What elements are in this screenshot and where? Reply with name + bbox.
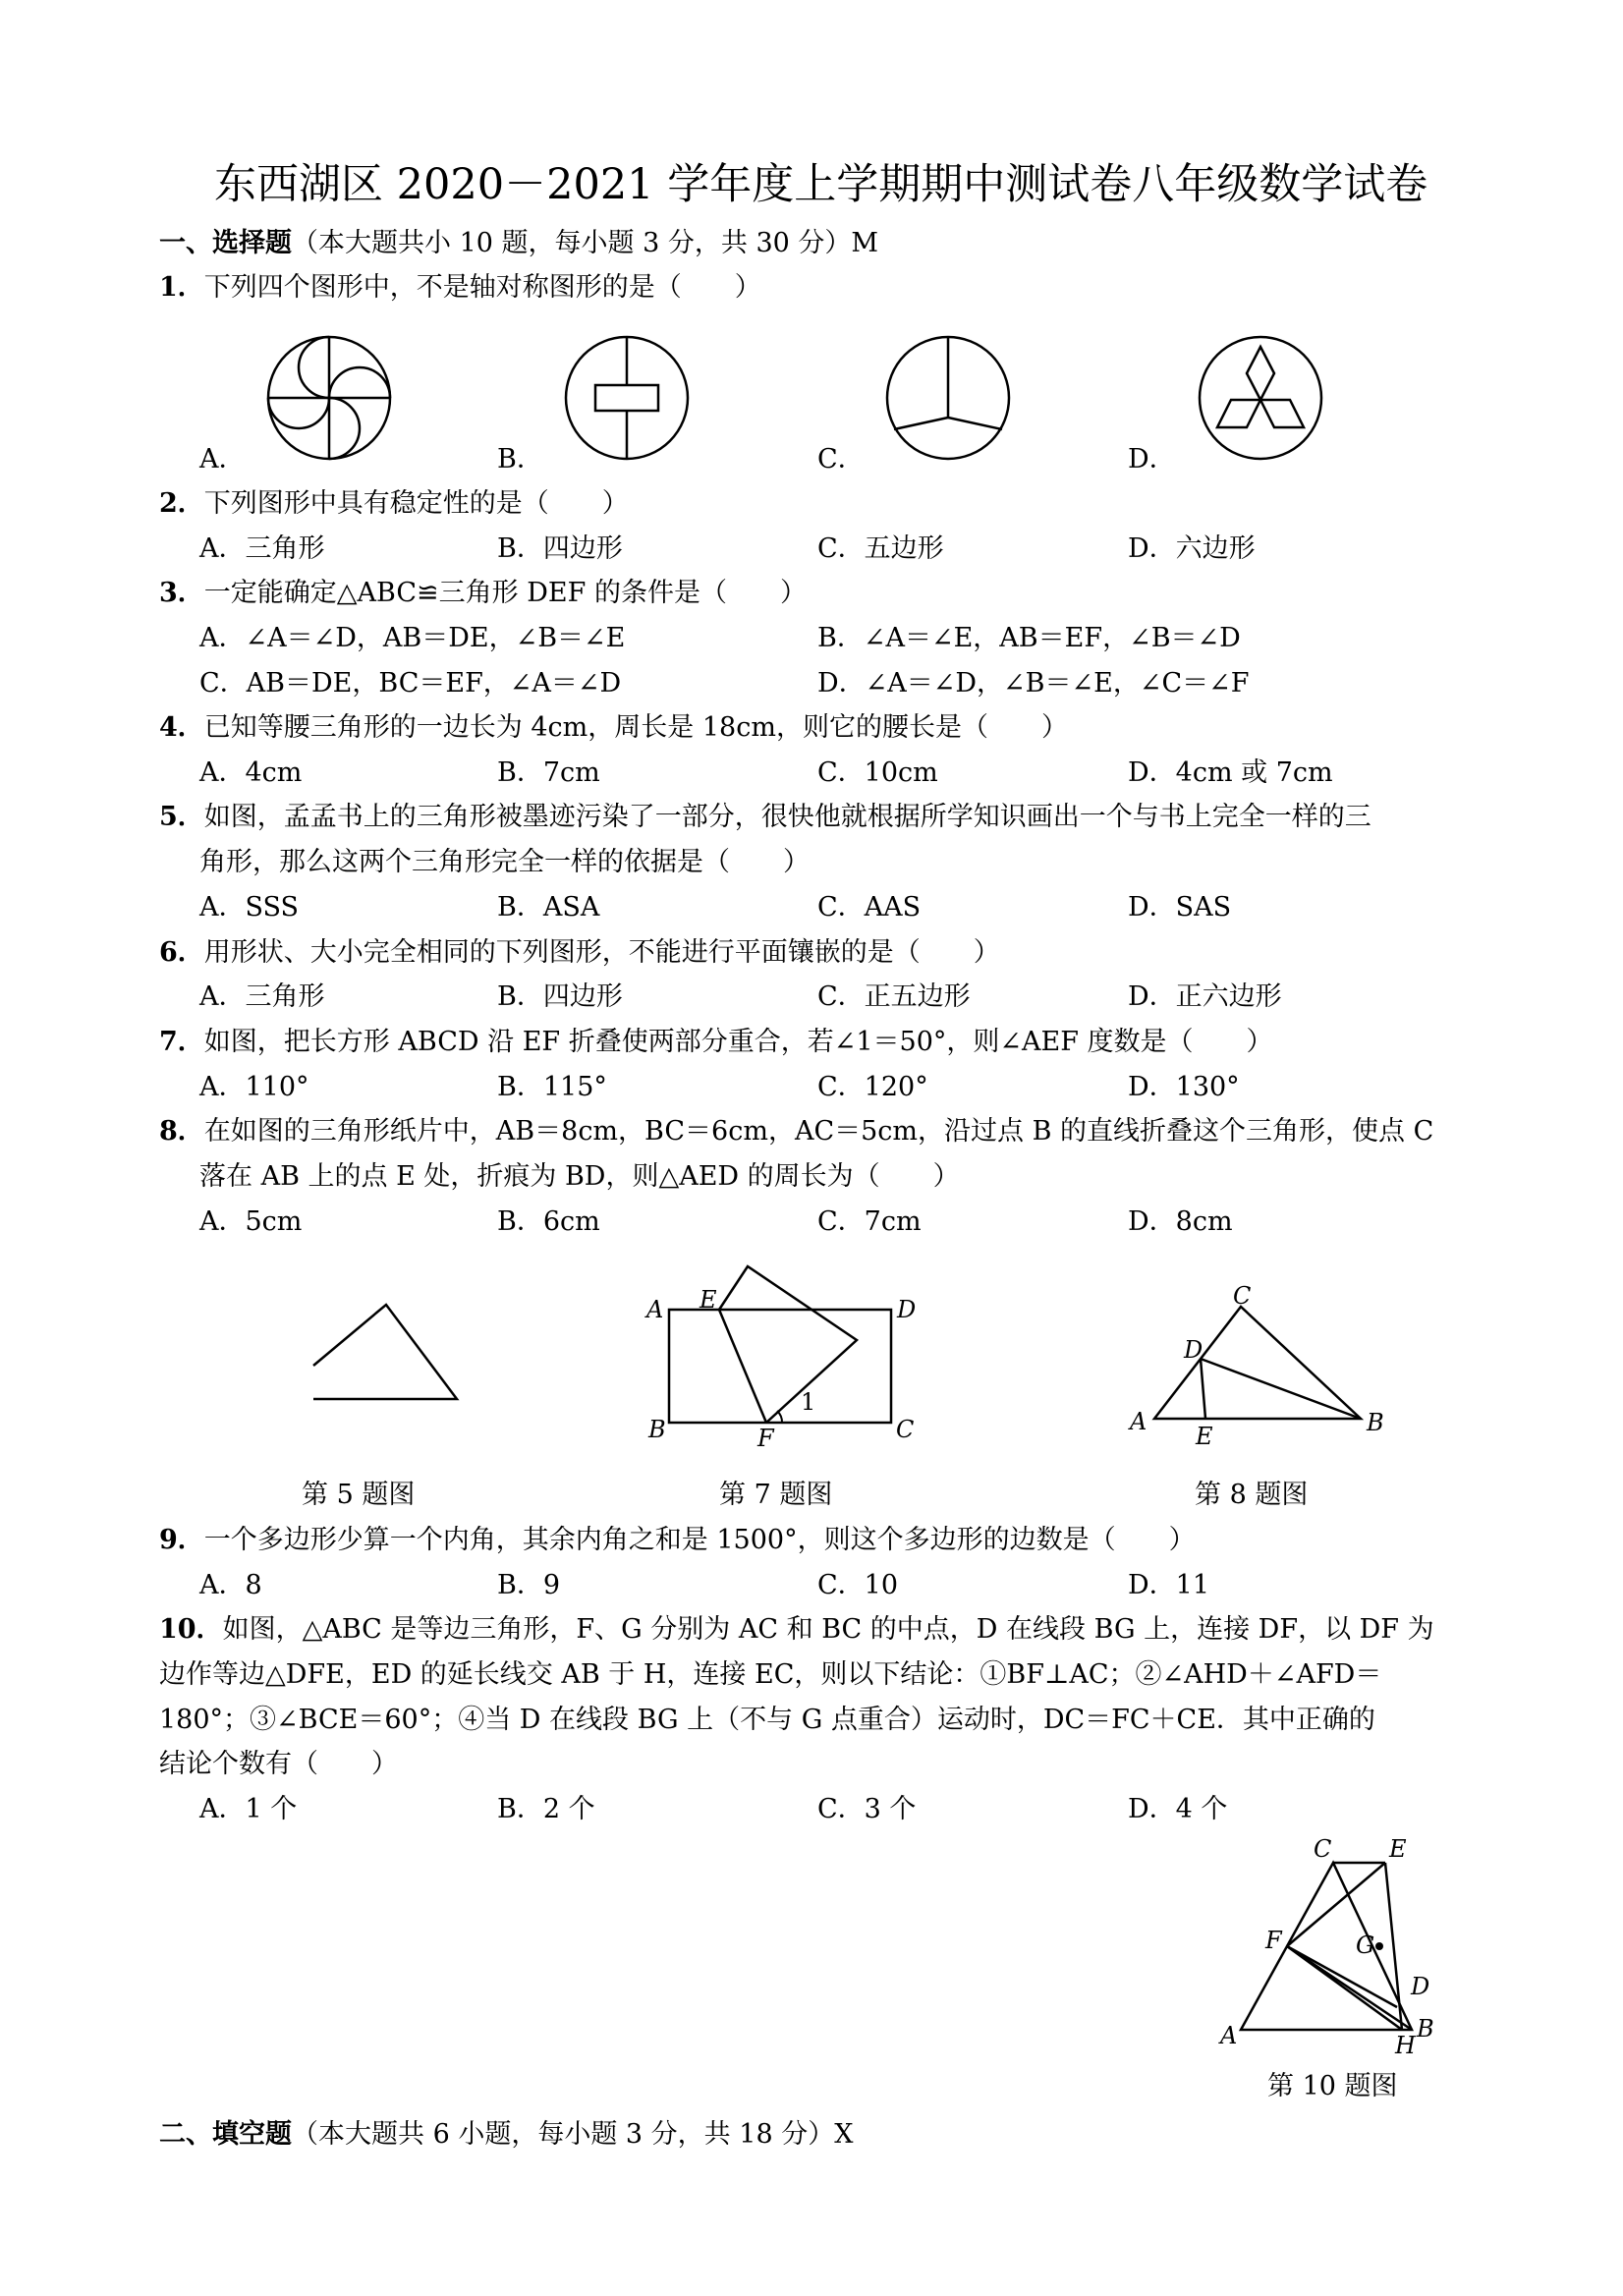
option-a: A．4cm	[199, 757, 303, 788]
question-number: 8．	[159, 1116, 204, 1147]
option-c: C．10cm	[817, 757, 938, 788]
question-text: 一定能确定△ABC≌三角形 DEF 的条件是（ ）	[203, 578, 807, 608]
question-number: 5．	[159, 802, 204, 832]
question-5-line-2: 角形，那么这两个三角形完全一样的依据是（ ）	[199, 847, 810, 877]
option-a: A．5cm	[199, 1206, 303, 1237]
option-d: D．六边形	[1128, 533, 1256, 564]
option-a: A．∠A＝∠D，AB＝DE，∠B＝∠E	[199, 623, 626, 653]
option-c: C．120°	[817, 1072, 928, 1102]
figure-7-caption: 第 7 题图	[719, 1480, 833, 1510]
option-b: B．9	[497, 1570, 561, 1600]
question-text: 一个多边形少算一个内角，其余内角之和是 1500°，则这个多边形的边数是（ ）	[203, 1525, 1196, 1555]
question-number: 4．	[159, 712, 204, 743]
question-text: 如图，把长方形 ABCD 沿 EF 折叠使两部分重合，若∠1＝50°，则∠AEF 度数是（ ）	[203, 1027, 1273, 1057]
option-b: B．2 个	[497, 1794, 595, 1824]
option-d: D．正六边形	[1128, 981, 1282, 1012]
option-a: A．1 个	[199, 1794, 298, 1824]
figure-1a-pinwheel	[260, 329, 398, 467]
option-b: B．7cm	[497, 757, 600, 788]
option-a: A．	[199, 444, 246, 475]
question-3	[159, 578, 807, 609]
figure-5-partial-triangle	[309, 1297, 467, 1405]
label-D: D	[1184, 1336, 1203, 1364]
option-a: A．8	[199, 1570, 262, 1600]
question-number: 2．	[159, 488, 204, 519]
label-B: B	[648, 1416, 666, 1443]
option-c: C．正五边形	[817, 981, 971, 1012]
option-c: C．7cm	[817, 1206, 922, 1237]
question-6	[159, 937, 1000, 969]
option-a: A．三角形	[199, 533, 325, 564]
label-H: H	[1395, 2032, 1416, 2059]
figure-8-folded-triangle	[1125, 1282, 1384, 1454]
figure-1d-three-diamonds	[1192, 329, 1329, 467]
question-10-line-2: 边作等边△DFE，ED 的延长线交 AB 于 H，连接 EC，则以下结论：①BF⊥AC；②∠AHD＋∠AFD＝	[159, 1659, 1382, 1690]
option-b: B．∠A＝∠E，AB＝EF，∠B＝∠D	[817, 623, 1241, 653]
question-text: 下列图形中具有稳定性的是（ ）	[203, 488, 629, 519]
option-b: B．115°	[497, 1072, 607, 1102]
option-d: D．8cm	[1128, 1206, 1233, 1237]
label-C: C	[896, 1416, 915, 1443]
label-B: B	[1417, 2015, 1434, 2043]
label-D: D	[897, 1296, 917, 1323]
section-one-rest: （本大题共小 10 题，每小题 3 分，共 30 分）M	[292, 228, 879, 258]
label-F: F	[757, 1425, 774, 1452]
question-10-line-3: 180°；③∠BCE＝60°；④当 D 在线段 BG 上（不与 G 点重合）运动时，DC＝FC＋CE．其中正确的	[159, 1705, 1375, 1735]
option-d: D．∠A＝∠D，∠B＝∠E，∠C＝∠F	[817, 668, 1250, 699]
question-1	[159, 272, 761, 304]
label-A: A	[1220, 2022, 1238, 2049]
label-F: F	[1265, 1927, 1282, 1954]
question-number: 1．	[159, 272, 204, 303]
option-b: B．ASA	[497, 892, 600, 923]
label-E: E	[700, 1286, 717, 1314]
question-text: 在如图的三角形纸片中，AB＝8cm，BC＝6cm，AC＝5cm，沿过点 B 的直线折叠这个三角形，使点 C	[203, 1116, 1434, 1147]
option-c: C．AAS	[817, 892, 922, 923]
label-E: E	[1389, 1835, 1407, 1863]
label-E: E	[1196, 1423, 1213, 1450]
label-A: A	[1130, 1408, 1147, 1435]
question-text: 如图，△ABC 是等边三角形，F、G 分别为 AC 和 BC 的中点，D 在线段 BG 上，连接 DF，以 DF 为	[222, 1614, 1434, 1645]
question-8-line-2: 落在 AB 上的点 E 处，折痕为 BD，则△AED 的周长为（ ）	[199, 1161, 960, 1192]
question-number: 7．	[159, 1027, 204, 1057]
question-number: 10．	[159, 1614, 223, 1645]
label-A: A	[646, 1296, 664, 1323]
question-number: 6．	[159, 937, 204, 968]
figure-10-caption: 第 10 题图	[1267, 2071, 1398, 2101]
section-two-rest: （本大题共 6 小题，每小题 3 分，共 18 分）X	[292, 2119, 854, 2150]
figure-7-folded-rectangle	[639, 1260, 953, 1457]
option-d: D．4cm 或 7cm	[1128, 757, 1333, 788]
question-text: 如图，孟孟书上的三角形被墨迹污染了一部分，很快他就根据所学知识画出一个与书上完全一样的三	[203, 802, 1371, 832]
question-2	[159, 488, 629, 520]
option-a: A．SSS	[199, 892, 300, 923]
page-title: 东西湖区 2020－2021 学年度上学期期中测试卷八年级数学试卷	[214, 160, 1428, 209]
figure-1b-circle-rect	[558, 329, 696, 467]
figure-8-caption: 第 8 题图	[1195, 1480, 1309, 1510]
question-10	[159, 1614, 1434, 1646]
option-d: D．	[1128, 444, 1176, 475]
question-4	[159, 712, 1068, 744]
option-b: B．四边形	[497, 981, 623, 1012]
question-number: 3．	[159, 578, 204, 608]
option-d: D．130°	[1128, 1072, 1240, 1102]
label-C: C	[1233, 1282, 1252, 1310]
option-b: B．	[497, 444, 543, 475]
figure-10-equilateral-construction	[1208, 1837, 1434, 2063]
question-5	[159, 802, 1371, 833]
question-text: 下列四个图形中，不是轴对称图形的是（ ）	[203, 272, 761, 303]
section-one-label: 一、选择题	[159, 228, 292, 258]
option-c: C．AB＝DE，BC＝EF，∠A＝∠D	[199, 668, 622, 699]
label-D: D	[1411, 1973, 1430, 2000]
option-d: D．11	[1128, 1570, 1210, 1600]
section-two-label: 二、填空题	[159, 2119, 292, 2150]
option-c: C．五边形	[817, 533, 944, 564]
question-10-line-4: 结论个数有（ ）	[159, 1749, 398, 1779]
question-text: 用形状、大小完全相同的下列图形，不能进行平面镶嵌的是（ ）	[203, 937, 1000, 968]
option-c: C．3 个	[817, 1794, 917, 1824]
figure-1c-three-sectors	[879, 329, 1017, 467]
label-G: G	[1356, 1932, 1375, 1959]
option-b: B．6cm	[497, 1206, 600, 1237]
label-C: C	[1314, 1835, 1332, 1863]
option-c: C．10	[817, 1570, 899, 1600]
question-text: 已知等腰三角形的一边长为 4cm，周长是 18cm，则它的腰长是（ ）	[203, 712, 1068, 743]
label-angle-1: 1	[801, 1388, 816, 1416]
question-9	[159, 1525, 1196, 1556]
option-a: A．三角形	[199, 981, 325, 1012]
label-B: B	[1367, 1409, 1384, 1436]
option-d: D．SAS	[1128, 892, 1232, 923]
section-two-heading	[159, 2119, 853, 2151]
question-7	[159, 1027, 1273, 1058]
option-c: C．	[817, 444, 865, 475]
section-one-heading	[159, 228, 878, 259]
option-b: B．四边形	[497, 533, 623, 564]
question-number: 9．	[159, 1525, 204, 1555]
figure-5-caption: 第 5 题图	[302, 1480, 416, 1510]
question-8	[159, 1116, 1433, 1148]
option-a: A．110°	[199, 1072, 309, 1102]
option-d: D．4 个	[1128, 1794, 1228, 1824]
